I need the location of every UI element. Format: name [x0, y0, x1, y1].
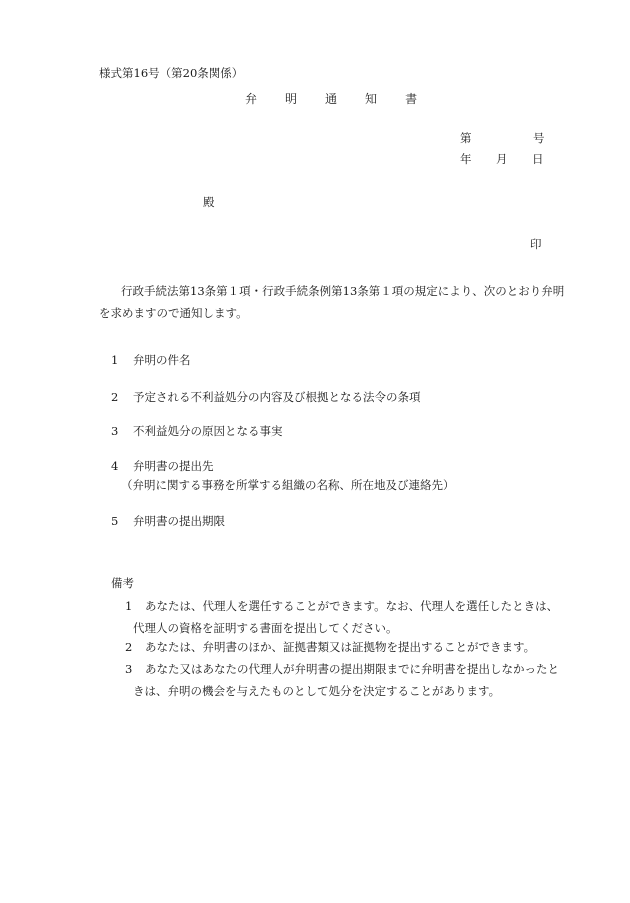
date-line — [460, 153, 544, 167]
item-label: 弁明の件名 — [133, 353, 191, 367]
remark-2 — [125, 636, 575, 658]
date-day: 日 — [532, 152, 544, 166]
seal-mark: 印 — [530, 237, 542, 251]
document-number-line — [460, 132, 545, 146]
remark-line-1: あなたは、代理人を選任することができます。なお、代理人を選任したときは、 — [145, 599, 559, 613]
item-4-note: （弁明に関する事務を所掌する組織の名称、所在地及び連絡先） — [121, 478, 455, 492]
remark-line-1: あなたは、弁明書のほか、証拠書類又は証拠物を提出することができます。 — [145, 640, 536, 654]
intro-line-1: 行政手続法第13条第１項・行政手続条例第13条第１項の規定により、次のとおり弁明 — [121, 284, 565, 298]
remark-line-1: あなた又はあなたの代理人が弁明書の提出期限までに弁明書を提出しなかったと — [145, 662, 559, 676]
title-char: 書 — [405, 92, 418, 106]
item-3 — [111, 425, 283, 439]
document-title — [245, 92, 417, 106]
item-4 — [111, 460, 214, 474]
title-char: 弁 — [245, 92, 258, 106]
item-number: 2 — [111, 390, 119, 404]
item-label: 弁明書の提出先 — [133, 459, 214, 473]
remarks-heading: 備考 — [111, 576, 134, 590]
item-label: 予定される不利益処分の内容及び根拠となる法令の条項 — [133, 390, 421, 404]
intro-line-2: を求めますので通知します。 — [99, 306, 248, 320]
intro-paragraph — [99, 280, 581, 324]
date-month: 月 — [496, 152, 508, 166]
item-number: 3 — [111, 424, 119, 438]
remark-line-2: 代理人の資格を証明する書面を提出してください。 — [133, 621, 398, 635]
date-year: 年 — [460, 152, 472, 166]
number-prefix: 第 — [460, 131, 472, 145]
item-number: 1 — [111, 353, 119, 367]
item-5 — [111, 515, 225, 529]
remark-number: 1 — [125, 599, 133, 613]
remark-number: 3 — [125, 662, 133, 676]
addressee-suffix: 殿 — [203, 195, 215, 209]
title-char: 知 — [365, 92, 378, 106]
item-label: 不利益処分の原因となる事実 — [133, 424, 283, 438]
item-1 — [111, 354, 191, 368]
title-char: 通 — [325, 92, 338, 106]
number-suffix: 号 — [533, 131, 545, 145]
remark-number: 2 — [125, 640, 133, 654]
item-2 — [111, 391, 421, 405]
title-char: 明 — [285, 92, 298, 106]
remark-line-2: きは、弁明の機会を与えたものとして処分を決定することがあります。 — [133, 684, 501, 698]
remark-3 — [125, 658, 575, 702]
item-number: 4 — [111, 459, 119, 473]
item-label: 弁明書の提出期限 — [133, 514, 225, 528]
form-number: 様式第16号（第20条関係） — [99, 66, 244, 80]
remark-1 — [125, 595, 575, 639]
item-number: 5 — [111, 514, 119, 528]
